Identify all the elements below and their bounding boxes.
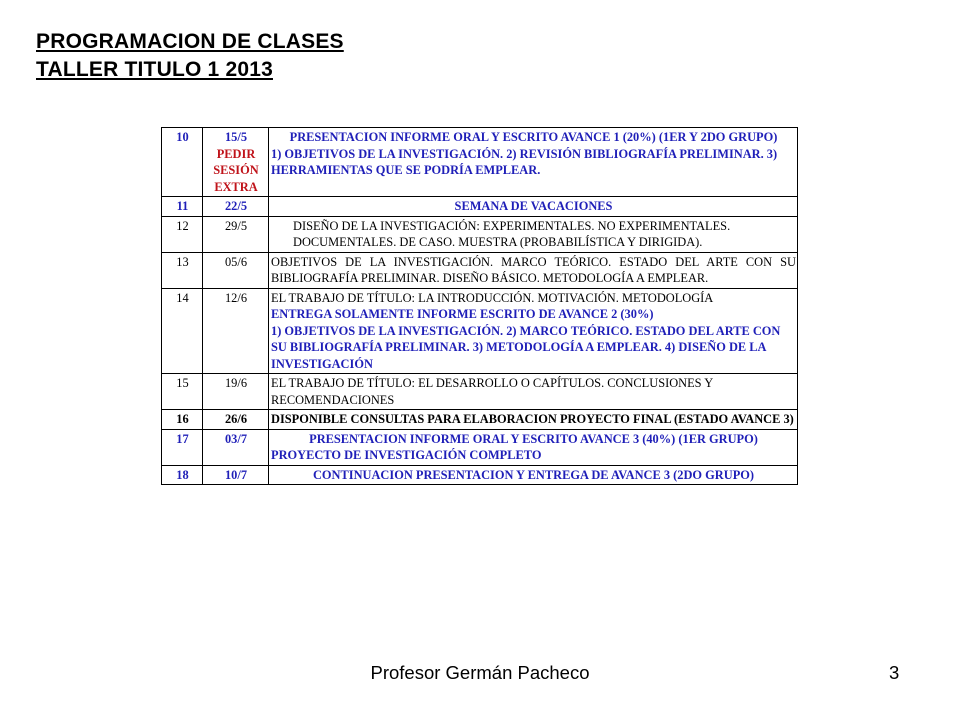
row-content: [269, 216, 798, 252]
content-line: 1) OBJETIVOS DE LA INVESTIGACIÓN. 2) MARCO TEÓRICO. ESTADO DEL ARTE CON SU BIBLIOGRAFÍA PRELIMINAR. 3) METODOLOGÍA A EMPLEAR. 4) DISEÑO DE LA INVESTIGACIÓN: [271, 323, 781, 371]
row-date: 03/7: [203, 429, 269, 465]
schedule-table: [161, 127, 798, 485]
row-number: 16: [162, 410, 203, 430]
slide-title: [36, 28, 344, 84]
row-date: 29/5: [203, 216, 269, 252]
row-date: 12/6: [203, 288, 269, 374]
footer-author: Profesor Germán Pacheco: [370, 662, 590, 683]
row-date: 26/6: [203, 410, 269, 430]
table-row: [162, 252, 798, 288]
table-row: [162, 288, 798, 374]
row-content: [269, 429, 798, 465]
content-line: PRESENTACION INFORME ORAL Y ESCRITO AVANCE 3 (40%) (1ER GRUPO): [309, 431, 758, 446]
table-row: [162, 197, 798, 217]
row-number: 10: [162, 128, 203, 197]
content-line: DISEÑO DE LA INVESTIGACIÓN: EXPERIMENTALES. NO EXPERIMENTALES. DOCUMENTALES. DE CASO. MUESTRA (PROBABILÍSTICA Y DIRIGIDA).: [293, 218, 731, 249]
page-number: 3: [889, 662, 900, 683]
table-row: [162, 216, 798, 252]
table-row: [162, 128, 798, 197]
content-line: ENTREGA SOLAMENTE INFORME ESCRITO DE AVANCE 2 (30%): [271, 307, 654, 321]
date-note: SESIÓN: [213, 163, 259, 177]
title-line-1: PROGRAMACION DE CLASES: [36, 30, 344, 53]
row-number: 13: [162, 252, 203, 288]
row-content: [269, 288, 798, 374]
date-note: PEDIR: [216, 146, 256, 161]
row-date: 10/7: [203, 465, 269, 485]
row-content: OBJETIVOS DE LA INVESTIGACIÓN. MARCO TEÓRICO. ESTADO DEL ARTE CON SU BIBLIOGRAFÍA PRELIMINAR. DISEÑO BÁSICO. METODOLOGÍA A EMPLEAR.: [269, 252, 798, 288]
row-date: 19/6: [203, 374, 269, 410]
row-date-cell: [203, 128, 269, 197]
row-content: CONTINUACION PRESENTACION Y ENTREGA DE AVANCE 3 (2DO GRUPO): [269, 465, 798, 485]
row-number: 12: [162, 216, 203, 252]
row-number: 18: [162, 465, 203, 485]
row-date: 15/5: [224, 130, 248, 144]
content-line: PROYECTO DE INVESTIGACIÓN COMPLETO: [271, 448, 542, 462]
content-line: PRESENTACION INFORME ORAL Y ESCRITO AVANCE 1 (20%) (1ER Y 2DO GRUPO): [289, 130, 778, 144]
row-content: SEMANA DE VACACIONES: [269, 197, 798, 217]
row-number: 17: [162, 429, 203, 465]
row-content: [269, 128, 798, 197]
row-content: EL TRABAJO DE TÍTULO: EL DESARROLLO O CAPÍTULOS. CONCLUSIONES Y RECOMENDACIONES: [269, 374, 798, 410]
table-row: [162, 429, 798, 465]
title-line-2: TALLER TITULO 1 2013: [36, 58, 273, 81]
table-row: [162, 374, 798, 410]
row-number: 15: [162, 374, 203, 410]
content-line: 1) OBJETIVOS DE LA INVESTIGACIÓN. 2) REVISIÓN BIBLIOGRAFÍA PRELIMINAR. 3) HERRAMIENTAS QUE SE PODRÍA EMPLEAR.: [271, 146, 778, 177]
row-number: 11: [162, 197, 203, 217]
table-row: [162, 410, 798, 430]
row-content: DISPONIBLE CONSULTAS PARA ELABORACION PROYECTO FINAL (ESTADO AVANCE 3): [269, 410, 798, 430]
content-line: EL TRABAJO DE TÍTULO: LA INTRODUCCIÓN. MOTIVACIÓN. METODOLOGÍA: [271, 290, 714, 305]
row-number: 14: [162, 288, 203, 374]
row-date: 05/6: [203, 252, 269, 288]
row-date: 22/5: [203, 197, 269, 217]
table-row: [162, 465, 798, 485]
date-note: EXTRA: [214, 179, 258, 194]
